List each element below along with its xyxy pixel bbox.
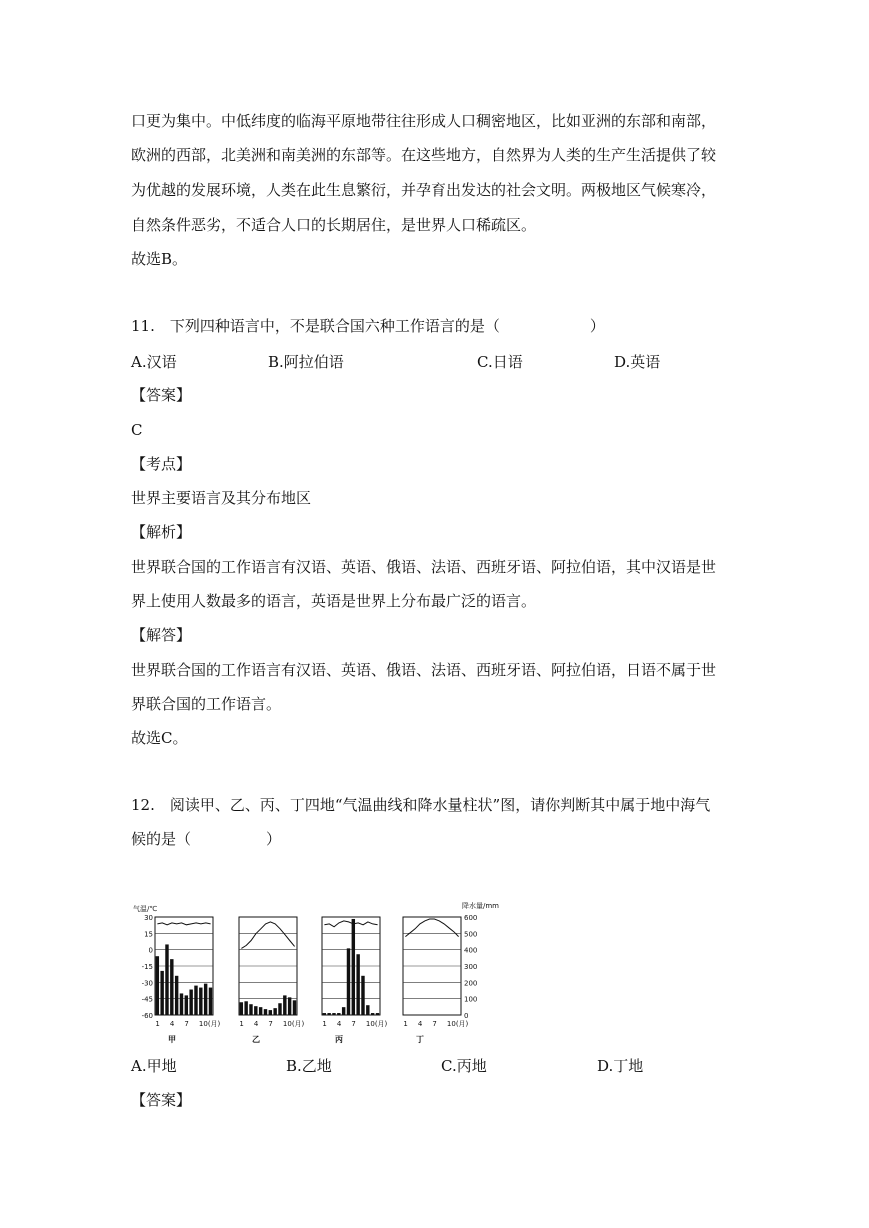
climate-chart-4 [403, 917, 461, 1015]
q11-point-heading: 【考点】 [131, 455, 192, 473]
precip-bar [366, 1005, 369, 1015]
q11-answer-heading: 【答案】 [131, 386, 192, 404]
precipitation-tick-label: 200 [464, 979, 478, 988]
month-tick-label: 10(月) [282, 1020, 305, 1028]
precip-bar [249, 1004, 252, 1015]
climate-chart-3 [322, 917, 380, 1015]
q11-solution-line-2: 界联合国的工作语言。 [131, 695, 282, 713]
intro-conclusion: 故选B。 [131, 250, 188, 268]
precip-bar [352, 919, 355, 1015]
precip-bar [156, 956, 159, 1015]
q11-option-b: B.阿拉伯语 [268, 353, 344, 371]
climate-chart-1 [155, 917, 213, 1015]
q12-option-a: A.甲地 [131, 1057, 177, 1075]
precip-bar [185, 995, 188, 1015]
q11-answer: C [131, 421, 143, 439]
month-tick-label: 1 [239, 1020, 244, 1028]
precip-bar [283, 995, 286, 1015]
q12-stem-line-1: 12. 阅读甲、乙、丙、丁四地“气温曲线和降水量柱状”图，请你判断其中属于地中海气 [131, 796, 711, 814]
precip-bar [165, 944, 168, 1015]
month-tick-label: 1 [155, 1020, 160, 1028]
temperature-tick-label: -60 [141, 1012, 153, 1020]
month-tick-label: 4 [336, 1020, 342, 1028]
chart-name-label: 乙 [252, 1035, 260, 1044]
month-tick-label: 4 [253, 1020, 259, 1028]
month-tick-label: 4 [417, 1020, 423, 1028]
precipitation-axis-label: 降水量/mm [462, 902, 499, 910]
q11-point: 世界主要语言及其分布地区 [131, 489, 312, 507]
temperature-tick-label: -30 [141, 979, 153, 988]
precip-bar [209, 988, 212, 1015]
q11-option-d: D.英语 [614, 353, 661, 371]
precip-bar [254, 1006, 257, 1015]
temperature-axis-label: 气温/℃ [133, 905, 158, 913]
q11-stem: 11. 下列四种语言中，不是联合国六种工作语言的是（ ） [131, 317, 605, 335]
precip-bar [332, 1013, 335, 1015]
q12-answer-heading: 【答案】 [131, 1091, 192, 1109]
month-tick-label: 7 [432, 1020, 437, 1028]
temperature-tick-label: 0 [148, 946, 153, 955]
precip-bar [323, 1013, 326, 1015]
precipitation-tick-label: 400 [464, 946, 478, 955]
month-tick-label: 7 [351, 1020, 356, 1028]
month-tick-label: 7 [268, 1020, 273, 1028]
precip-bar [189, 990, 192, 1015]
chart-name-label: 丁 [416, 1035, 424, 1044]
temperature-tick-label: -15 [141, 963, 153, 971]
precip-bar [361, 976, 364, 1015]
q11-solution-heading: 【解答】 [131, 626, 192, 644]
precipitation-tick-label: 300 [464, 963, 478, 971]
precip-bar [273, 1008, 276, 1015]
month-tick-label: 1 [403, 1020, 408, 1028]
precip-bar [160, 971, 163, 1015]
precipitation-tick-label: 100 [464, 995, 478, 1004]
precipitation-tick-label: 600 [464, 914, 478, 922]
month-tick-label: 7 [184, 1020, 189, 1028]
intro-line-3: 为优越的发展环境，人类在此生息繁衍，并孕育出发达的社会文明。两极地区气候寒冷， [131, 181, 717, 199]
q12-option-d: D.丁地 [597, 1057, 644, 1075]
precip-bar [194, 986, 197, 1015]
temperature-tick-label: 30 [144, 914, 153, 922]
intro-line-2: 欧洲的西部，北美洲和南美洲的东部等。在这些地方，自然界为人类的生产生活提供了较 [131, 146, 717, 164]
climate-charts-figure [133, 893, 499, 1048]
climate-chart-2 [239, 917, 297, 1015]
q11-analysis-heading: 【解析】 [131, 523, 192, 541]
q11-option-c: C.日语 [477, 353, 523, 371]
intro-line-4: 自然条件恶劣，不适合人口的长期居住，是世界人口稀疏区。 [131, 216, 537, 234]
precip-bar [376, 1013, 379, 1015]
q11-analysis-line-1: 世界联合国的工作语言有汉语、英语、俄语、法语、西班牙语、阿拉伯语，其中汉语是世 [131, 558, 717, 576]
precip-bar [180, 993, 183, 1015]
month-tick-label: 1 [322, 1020, 327, 1028]
precip-bar [170, 959, 173, 1015]
precip-bar [347, 948, 350, 1015]
chart-name-label: 丙 [335, 1035, 343, 1044]
precip-bar [337, 1013, 340, 1015]
q12-option-c: C.丙地 [441, 1057, 487, 1075]
q11-solution-line-1: 世界联合国的工作语言有汉语、英语、俄语、法语、西班牙语、阿拉伯语，日语不属于世 [131, 661, 717, 679]
precip-bar [371, 1013, 374, 1015]
q12-option-b: B.乙地 [286, 1057, 332, 1075]
precip-bar [269, 1010, 272, 1015]
precip-bar [278, 1003, 281, 1015]
month-tick-label: 4 [169, 1020, 175, 1028]
precip-bar [240, 1002, 243, 1015]
chart-name-label: 甲 [168, 1035, 176, 1044]
precip-bar [342, 1007, 345, 1015]
precip-bar [293, 1000, 296, 1015]
month-tick-label: 10(月) [365, 1020, 388, 1028]
precip-bar [288, 997, 291, 1015]
q11-option-a: A.汉语 [131, 353, 177, 371]
precip-bar [327, 1013, 330, 1015]
precip-bar [175, 976, 178, 1015]
climate-charts-svg [133, 893, 499, 1048]
precip-bar [264, 1009, 267, 1015]
temperature-tick-label: -45 [141, 995, 153, 1004]
q12-stem-line-2: 候的是（ ） [131, 830, 282, 848]
q11-conclusion: 故选C。 [131, 729, 188, 747]
intro-line-1: 口更为集中。中低纬度的临海平原地带往往形成人口稠密地区，比如亚洲的东部和南部， [131, 112, 717, 130]
precip-bar [259, 1007, 262, 1015]
month-tick-label: 10(月) [198, 1020, 221, 1028]
q11-analysis-line-2: 界上使用人数最多的语言，英语是世界上分布最广泛的语言。 [131, 592, 537, 610]
precipitation-tick-label: 0 [464, 1012, 469, 1020]
temperature-tick-label: 15 [144, 930, 153, 939]
month-tick-label: 10(月) [446, 1020, 469, 1028]
precip-bar [204, 984, 207, 1015]
precip-bar [199, 988, 202, 1015]
precip-bar [356, 954, 359, 1015]
precip-bar [244, 1001, 247, 1015]
precipitation-tick-label: 500 [464, 930, 478, 939]
